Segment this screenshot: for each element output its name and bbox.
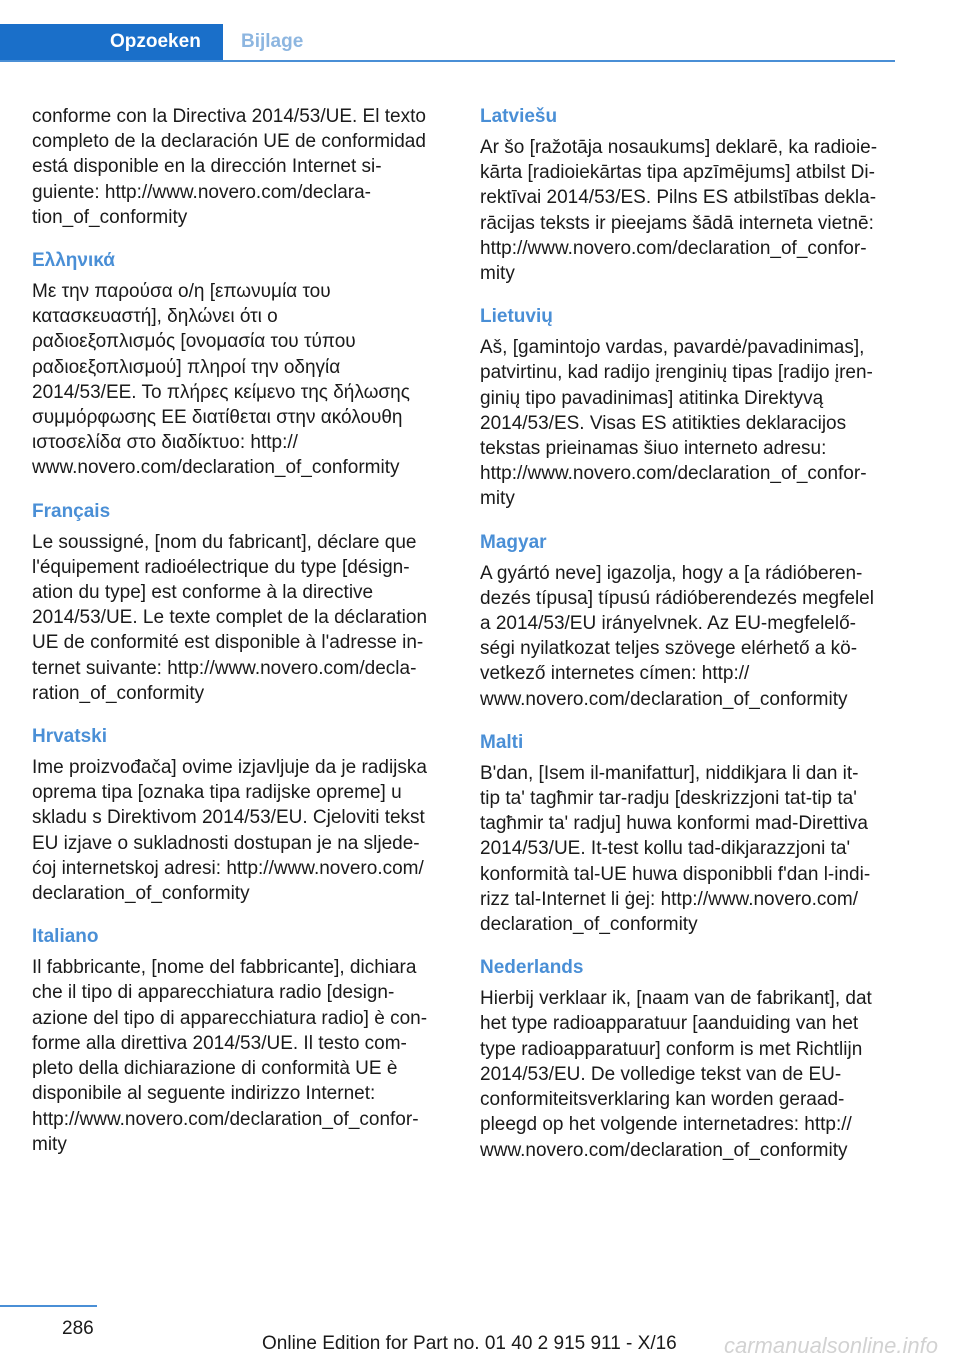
footer-rule (0, 1305, 97, 1307)
section-heading: Malti (480, 731, 524, 753)
tab-bijlage[interactable]: Bijlage (241, 31, 304, 52)
section-tab-bar (0, 24, 895, 62)
section-heading: Magyar (480, 531, 547, 553)
section-body: Le soussigné, [nom du fabricant], déclare que l'équipement radioélectrique du type [désign- ation du type] est conforme à la directive 2014/53/UE. Le texte complet de la déclaration UE de conformité est disponible à l'adresse in- ternet suivante: http://www.novero.com/decla- ration_of_conformity (32, 531, 428, 704)
section-heading: Lietuvių (480, 306, 553, 328)
section-italian (32, 924, 450, 1157)
right-column (480, 104, 898, 1181)
section-greek (32, 248, 450, 481)
tab-opzoeken[interactable]: Opzoeken (0, 24, 223, 60)
section-lithuanian (480, 304, 898, 511)
page-number: 286 (62, 1318, 94, 1339)
edition-line: Online Edition for Part no. 01 40 2 915 911 - X/16 (262, 1333, 677, 1354)
left-column (32, 104, 450, 1175)
section-body: B'dan, [Isem il-manifattur], niddikjara li dan it- tip ta' tagħmir tar-radju [deskrizzjoni tat-tip ta' tagħmir ta' radju] huwa konformi mad-Direttiva 2014/53/UE. It-test kollu tad-dikjarazzjoni ta' konformità tal-UE huwa disponibbli f'dan l-indi- rizz tal-Internet li ġej: http://www.novero.com/ declaration_of_conformity (480, 762, 871, 936)
section-heading: Latviešu (480, 106, 558, 127)
section-body: Ar šo [ražotāja nosaukums] deklarē, ka radioie- kārta [radioiekārtas tipa apzīmējums] atbilst Di- rektīvai 2014/53/ES. Pilns ES atbilstības dekla- rācijas teksts ir pieejams šādā interneta vietnē: http://www.novero.com/declaration_of_confor- mity (480, 137, 878, 285)
section-maltese (480, 730, 898, 937)
section-body: Aš, [gamintojo vardas, pavardė/pavadinimas], patvirtinu, kad radijo įrenginių tipas [radijo įren- ginių tipo pavadinimas] atitinka Direktyvą 2014/53/ES. Visas ES atitikties deklaracijos tekstas prieinamas šiuo interneto adresu: http://www.novero.com/declaration_of_confor- mity (480, 337, 873, 510)
section-body: Ime proizvođača] ovime izjavljuje da je radijska oprema tipa [oznaka tipa radijske opreme] u skladu s Direktivom 2014/53/EU. Cjeloviti tekst EU izjave o sukladnosti dostupan je na sljede- ćoj internetskoj adresi: http://www.novero.com/ declaration_of_conformity (32, 757, 427, 905)
section-body: Με την παρούσα ο/η [επωνυμία του κατασκευαστή], δηλώνει ότι ο ραδιοεξοπλισμός [ονομασία του τύπου ραδιοεξοπλισμού] πληροί την οδηγία 2014/53/ΕΕ. Το πλήρες κείμενο της δήλωσης συμμόρφωσης ΕΕ διατίθεται στην ακόλουθη ιστοσελίδα στο διαδίκτυο: http:// www.novero.com/declaration_of_conformity (32, 281, 410, 479)
section-croatian (32, 724, 450, 906)
section-body: A gyártó neve] igazolja, hogy a [a rádióberen- dezés típusa] típusú rádióberendezés megfelel a 2014/53/EU irányelvnek. Az EU-megfelelő- ségi nyilatkozat teljes szövege elérhető a kö- vetkező internetes címen: http:// www.novero.com/declaration_of_conformity (480, 562, 874, 710)
section-hungarian (480, 530, 898, 712)
section-heading: Nederlands (480, 957, 584, 979)
section-dutch (480, 955, 898, 1162)
section-heading: Français (32, 500, 111, 522)
section-body: Hierbij verklaar ik, [naam van de fabrikant], dat het type radioapparatuur [aanduiding van het type radioapparatuur] conform is met Richtlijn 2014/53/EU. De volledige tekst van de EU- conformiteitsverklaring kan worden geraad- pleegd op het volgende internetadres: http:// www.novero.com/declaration_of_conformity (480, 988, 872, 1161)
section-latvian (480, 104, 898, 286)
section-french (32, 499, 450, 706)
spanish-continuation (32, 104, 450, 230)
section-heading: Italiano (32, 926, 99, 948)
section-heading: Hrvatski (32, 726, 107, 748)
section-heading: Ελληνικά (32, 250, 115, 272)
section-body: Il fabbricante, [nome del fabbricante], dichiara che il tipo di apparecchiatura radio [design- azione del tipo di apparecchiatura radio] è con- forme alla direttiva 2014/53/UE. Il testo com- pleto della dichiarazione di conformità UE è disponibile al seguente indirizzo Internet: http://www.novero.com/declaration_of_confor- mity (32, 957, 428, 1155)
intro-paragraph: conforme con la Directiva 2014/53/UE. El texto completo de la declaración UE de conformidad está disponible en la dirección Internet si- guiente: http://www.novero.com/declara- tion_of_conformity (32, 106, 426, 228)
watermark-text: carmanualsonline.info (723, 1333, 938, 1358)
